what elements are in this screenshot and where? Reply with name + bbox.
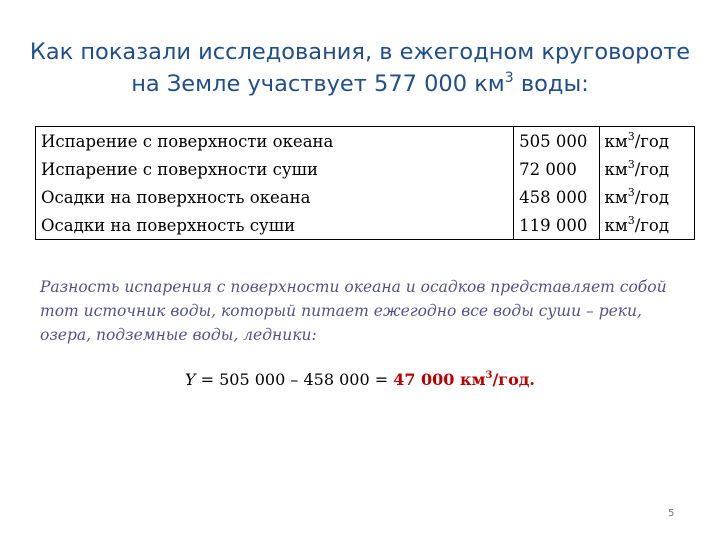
row-unit — [599, 211, 694, 240]
row-label: Испарение с поверхности океана — [36, 127, 514, 156]
formula-expression: = 505 000 – 458 000 = — [195, 370, 394, 389]
unit-superscript: 3 — [627, 213, 635, 227]
unit-superscript: 3 — [627, 129, 635, 143]
row-value: 72 000 — [514, 155, 599, 183]
title-line-1: Как показали исследования, в ежегодном круговороте — [29, 39, 691, 65]
formula-variable: Y — [184, 370, 196, 389]
title-line-2-suffix: воды: — [513, 71, 589, 97]
unit-text: км — [604, 187, 628, 207]
unit-suffix: /год — [634, 131, 670, 151]
row-value: 119 000 — [514, 211, 599, 240]
row-unit — [599, 155, 694, 183]
formula-result-value: 47 000 км — [393, 370, 486, 389]
row-label: Испарение с поверхности суши — [36, 155, 514, 183]
row-label: Осадки на поверхность океана — [36, 183, 514, 211]
unit-text: км — [604, 215, 628, 235]
title-superscript: 3 — [504, 70, 514, 86]
unit-text: км — [604, 131, 628, 151]
formula-result-suffix: /год. — [492, 370, 535, 389]
table-row — [36, 155, 695, 183]
row-label: Осадки на поверхность суши — [36, 211, 514, 240]
water-cycle-table — [35, 126, 695, 240]
table-row — [36, 211, 695, 240]
row-value: 458 000 — [514, 183, 599, 211]
table-row — [36, 127, 695, 156]
unit-suffix: /год — [634, 215, 670, 235]
slide-title — [0, 36, 720, 100]
title-line-2-text: на Земле участвует 577 000 км — [131, 71, 505, 97]
unit-text: км — [604, 159, 628, 179]
page-number: 5 — [668, 508, 675, 519]
row-unit — [599, 183, 694, 211]
formula-result — [393, 370, 535, 389]
title-line-2 — [0, 68, 720, 100]
row-unit — [599, 127, 694, 156]
unit-superscript: 3 — [627, 185, 635, 199]
unit-superscript: 3 — [627, 157, 635, 171]
runoff-formula — [0, 370, 720, 389]
explanation-paragraph: Разность испарения с поверхности океана и осадков представляет собой тот источник воды, который питает ежегодно все воды суши – реки, озера, подземные воды, ледники: — [40, 278, 667, 344]
formula-result-superscript: 3 — [485, 370, 493, 381]
table-row — [36, 183, 695, 211]
row-value: 505 000 — [514, 127, 599, 156]
unit-suffix: /год — [634, 187, 670, 207]
unit-suffix: /год — [634, 159, 670, 179]
